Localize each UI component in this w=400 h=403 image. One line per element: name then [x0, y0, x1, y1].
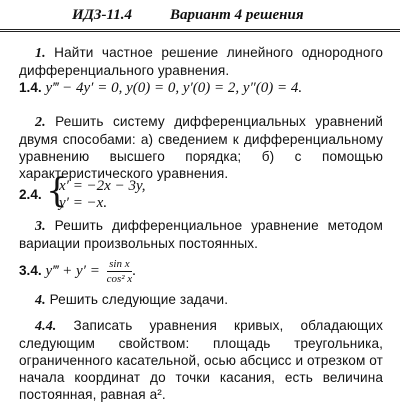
problem-4-4 — [19, 317, 383, 403]
problem-3-4-period: . — [132, 262, 136, 279]
task-4-number: 4. — [35, 293, 46, 308]
task-2 — [19, 113, 383, 182]
problem-1-4-label: 1.4. — [19, 80, 42, 95]
header-divider-top — [0, 29, 400, 30]
task-4 — [19, 291, 383, 309]
problem-3-4-lhs: y‴ + y′ = — [45, 262, 100, 279]
problem-1-4-equation: y‴ − 4y′ = 0, y(0) = 0, y′(0) = 2, y″(0) = 4. — [45, 80, 303, 96]
document-code: ИДЗ-11.4 — [72, 7, 132, 23]
task-3-number: 3. — [35, 219, 46, 234]
variant-title: Вариант 4 решения — [170, 7, 304, 23]
problem-3-4 — [19, 258, 136, 285]
task-1 — [19, 44, 383, 79]
problem-3-4-fraction — [107, 258, 133, 285]
problem-4-4-number: 4.4. — [35, 319, 57, 334]
task-2-number: 2. — [35, 115, 46, 130]
system-row-1: x′ = −2x − 3y, — [59, 178, 146, 194]
task-3 — [19, 217, 383, 252]
task-2-text: Решить систему дифференциальных уравнений двумя способами: а) сведением к дифференциальному уравнению высшего порядка; б) с помощью характеристического уравнения. — [19, 114, 383, 181]
problem-1-4 — [19, 80, 302, 97]
fraction-numerator: sin x — [107, 258, 133, 272]
system-brace-icon: { — [46, 171, 68, 211]
header-divider-bottom — [0, 31, 400, 32]
task-4-text: Решить следующие задачи. — [49, 292, 229, 307]
system-row-2: y′ = −x. — [59, 195, 108, 211]
task-3-text: Решить дифференциальное уравнение методом вариации произвольных постоянных. — [19, 218, 383, 251]
problem-4-4-text: Записать уравнения кривых, обладающих следующим свойством: площадь треугольника, ограниченного касательной, осью абсцисс и отрезком от начала координат до точки касания, есть величина постоянная, равная a². — [19, 318, 383, 402]
fraction-denominator: cos² x — [106, 273, 133, 285]
problem-3-4-label: 3.4. — [19, 262, 42, 278]
task-1-number: 1. — [35, 46, 46, 61]
document-header — [0, 4, 400, 28]
problem-2-4-label: 2.4. — [19, 187, 42, 202]
task-1-text: Найти частное решение линейного однородного дифференциального уравнения. — [19, 45, 383, 78]
